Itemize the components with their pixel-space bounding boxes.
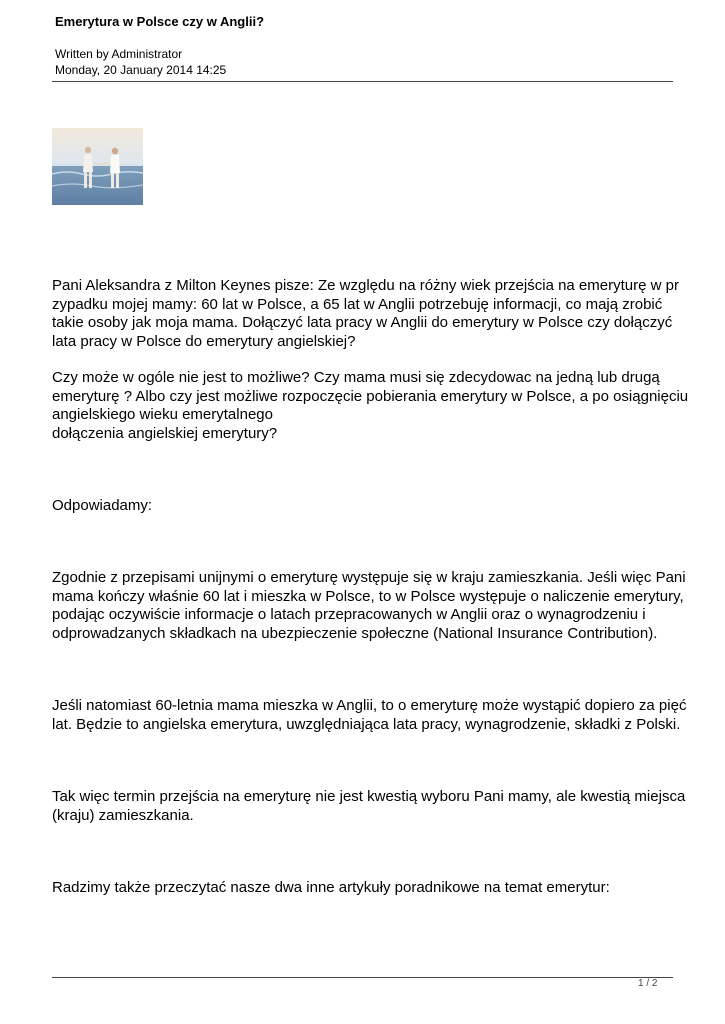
page-number: 1 / 2: [638, 978, 658, 989]
paragraph-answer-2: [52, 697, 687, 734]
beach-couple-photo: [52, 128, 143, 205]
text-line: emeryturę ? Albo czy jest możliwe rozpoczęcie pobierania emerytury w Polsce, a po osiągnięciu: [52, 387, 689, 405]
article-meta: [55, 46, 226, 78]
text-line: Odpowiadamy:: [52, 497, 153, 514]
paragraph-answer-3: [52, 788, 686, 825]
text-line: Jeśli natomiast 60-letnia mama mieszka w Anglii, to o emeryturę może wystąpić dopiero za pięć: [52, 697, 687, 714]
text-line: takie osoby jak moja mama. Dołączyć lata pracy w Anglii do emerytury w Polsce czy dołączyć: [52, 314, 673, 331]
paragraph-recommendation: [52, 879, 682, 898]
text-line: podając oczywiście informacje o latach przepracowanych w Anglii oraz o wynagrodzeniu i: [52, 606, 646, 623]
text-line: lat. Będzie to angielska emerytura, uwzględniająca lata pracy, wynagrodzenie, składki z Polski.: [52, 715, 681, 733]
text-line: Tak więc termin przejścia na emeryturę nie jest kwestią wyboru Pani mamy, ale kwestią miejsca: [52, 788, 686, 805]
text-line: dołączenia angielskiej emerytury?: [52, 424, 278, 442]
text-line: Czy może w ogóle nie jest to możliwe? Czy mama musi się zdecydowac na jedną lub drugą: [52, 369, 660, 386]
text-line: Pani Aleksandra z Milton Keynes pisze: Ze względu na różny wiek przejścia na emeryturę w pr: [52, 277, 679, 294]
date-line: Monday, 20 January 2014 14:25: [55, 63, 227, 77]
author-line: Written by Administrator: [55, 47, 183, 61]
page-title: Emerytura w Polsce czy w Anglii?: [55, 14, 265, 29]
header-divider: [52, 81, 673, 82]
text-line: zypadku mojej mamy: 60 lat w Polsce, a 65 lat w Anglii potrzebuję informacji, co mają zrobić: [52, 295, 663, 313]
text-line: lata pracy w Polsce do emerytury angielskiej?: [52, 332, 356, 350]
paragraph-question-2: [52, 369, 689, 443]
paragraph-answer-1: [52, 569, 686, 643]
text-line: mama kończy właśnie 60 lat i mieszka w Polsce, to w Polsce występuje o naliczenie emerytury,: [52, 587, 684, 605]
text-line: (kraju) zamieszkania.: [52, 806, 194, 824]
text-line: odprowadzanych składkach na ubezpieczenie społeczne (National Insurance Contribution).: [52, 624, 658, 642]
paragraph-question: [52, 277, 682, 351]
text-line: Zgodnie z przepisami unijnymi o emeryturę występuje się w kraju zamieszkania. Jeśli więc Pani: [52, 569, 686, 586]
text-line: Radzimy także przeczytać nasze dwa inne artykuły poradnikowe na temat emerytur:: [52, 879, 610, 896]
footer-divider: [52, 977, 673, 978]
answer-heading: [52, 497, 682, 516]
text-line: angielskiego wieku emerytalnego: [52, 406, 273, 423]
